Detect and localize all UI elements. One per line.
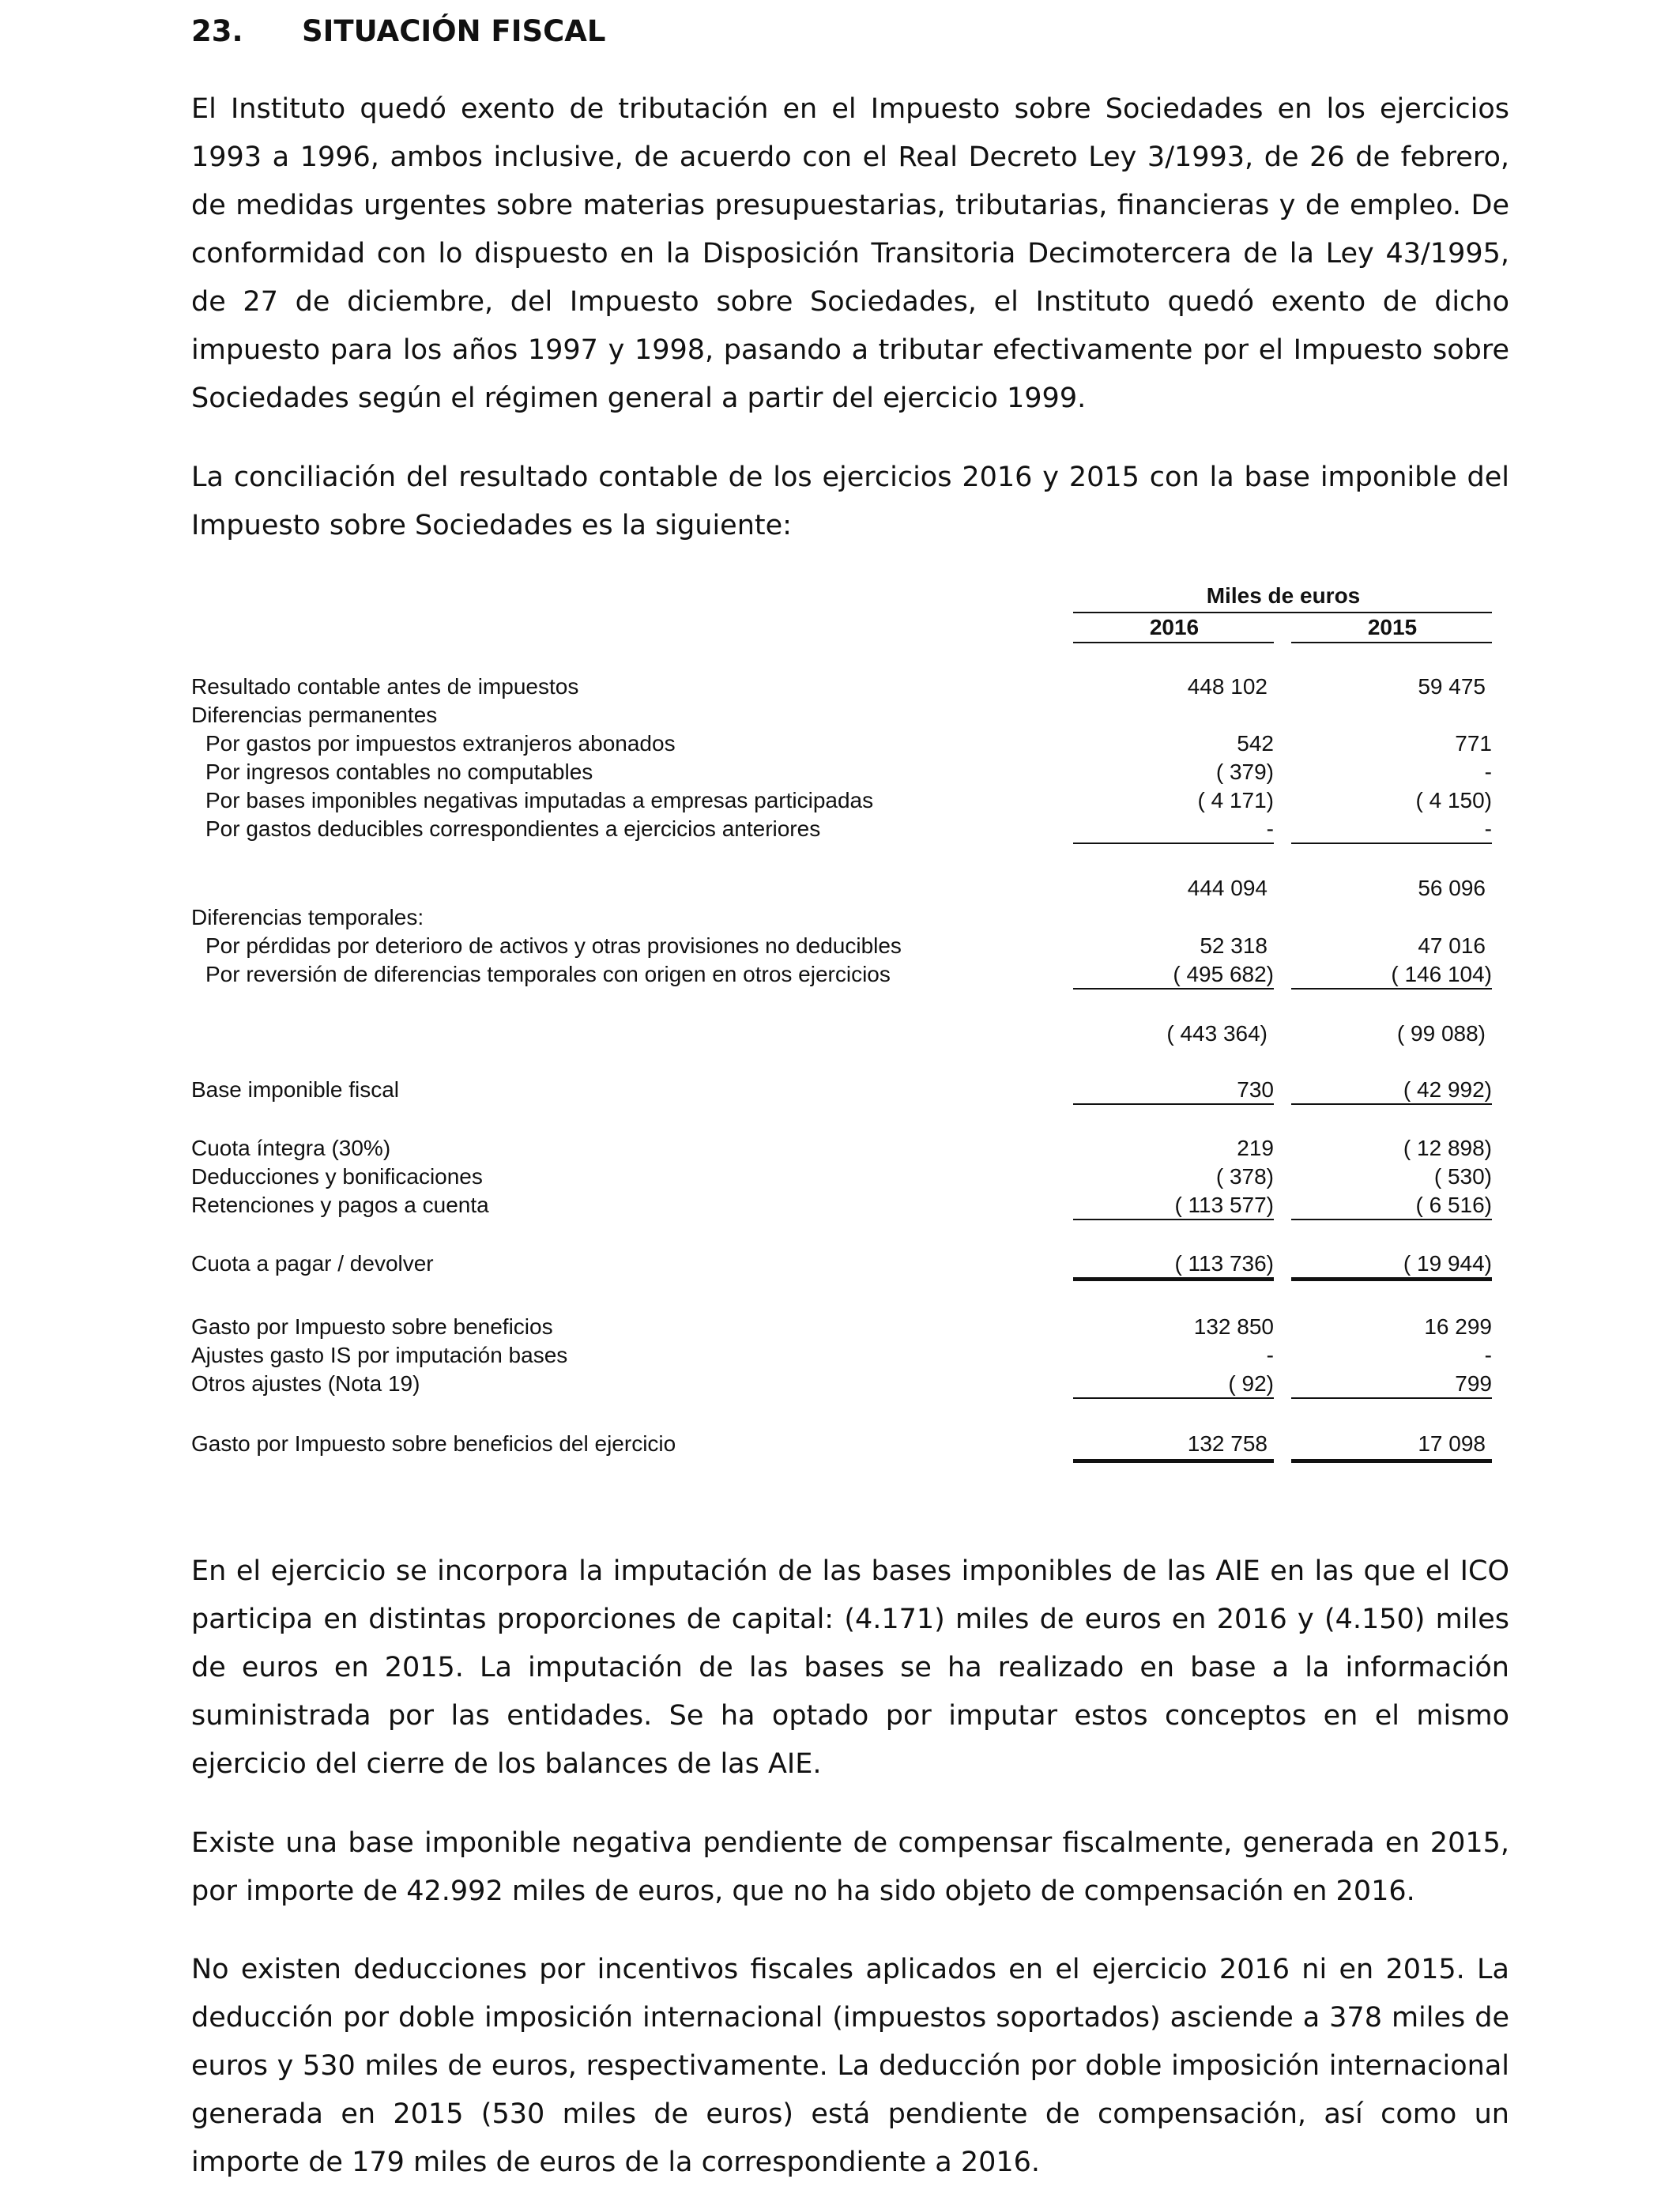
subtotal-rule-2015 [1291, 988, 1492, 990]
row-value-2015: 59 475 [1418, 674, 1486, 699]
row-label: Por reversión de diferencias temporales con origen en otros ejercicios [205, 962, 891, 986]
row-value-2016: 132 850 [1193, 1314, 1274, 1339]
column-header-2016: 2016 [1149, 615, 1200, 639]
row-label: Cuota íntegra (30%) [191, 1136, 391, 1160]
unit-header: Miles de euros [1206, 583, 1361, 608]
row-label: Diferencias temporales: [191, 905, 424, 929]
paragraph-aie-imputation: En el ejercicio se incorpora la imputación de las bases imponibles de las AIE en las que el ICO participa en distintas proporciones de capital: (4.171) miles de euros en 2016 y (4.150) miles de euros en 2015. La imputación de las bases se ha realizado en base a la información suministrada por las entidades. Se ha optado por imputar estos conceptos en el mismo ejercicio del cierre de los balances de las AIE. [191, 1555, 1509, 1780]
row-value-2016: - [1266, 816, 1274, 841]
header-rule [1073, 612, 1492, 613]
row-label: Deducciones y bonificaciones [191, 1164, 483, 1189]
base-rule-2016 [1073, 1103, 1274, 1105]
row-value-2016: 448 102 [1187, 674, 1268, 699]
row-value-2015: 799 [1455, 1371, 1492, 1396]
subtotal-rule-2016 [1073, 1219, 1274, 1220]
row-value-2015: ( 530) [1433, 1164, 1492, 1189]
row-value-2016: ( 113 577) [1174, 1193, 1274, 1217]
row-value-2015: ( 19 944) [1403, 1251, 1492, 1276]
row-value-2015: 771 [1455, 731, 1492, 756]
row-value-2015: ( 4 150) [1415, 788, 1492, 812]
row-label: Base imponible fiscal [191, 1077, 400, 1102]
row-value-2015: ( 146 104) [1391, 962, 1492, 986]
subtotal-rule-2016 [1073, 843, 1274, 844]
subtotal-rule-2015 [1291, 843, 1492, 844]
row-value-2016: 219 [1237, 1136, 1274, 1160]
row-value-2015: - [1484, 816, 1492, 841]
section-title: SITUACIÓN FISCAL [302, 14, 606, 48]
column-rule-2016 [1073, 642, 1274, 643]
row-value-2015: - [1484, 760, 1492, 784]
row-label: Resultado contable antes de impuestos [191, 674, 579, 699]
subtotal-rule-2016 [1073, 1397, 1274, 1399]
total-rule-2015 [1291, 1459, 1492, 1463]
row-label: Gasto por Impuesto sobre beneficios [191, 1314, 553, 1339]
row-value-2015: 16 299 [1424, 1314, 1492, 1339]
row-value-2016: 542 [1237, 731, 1274, 756]
row-label: Ajustes gasto IS por imputación bases [191, 1343, 568, 1367]
row-value-2015: ( 12 898) [1403, 1136, 1492, 1160]
subtotal-value-2015: 56 096 [1418, 876, 1486, 900]
row-value-2016: 132 758 [1187, 1431, 1268, 1456]
paragraph-deductions: No existen deducciones por incentivos fiscales aplicados en el ejercicio 2016 ni en 2015. La deducción por doble imposición internacional (impuestos soportados) asciende a 378 miles de euros y 530 miles de euros, respectivamente. La deducción por doble imposición internacional generada en 2015 (530 miles de euros) está pendiente de compensación, así como un importe de 179 miles de euros de la correspondiente a 2016. [191, 1954, 1509, 2178]
total-rule-2016 [1073, 1459, 1274, 1463]
row-label: Por gastos por impuestos extranjeros abonados [205, 731, 676, 756]
row-value-2016: ( 4 171) [1197, 788, 1274, 812]
row-value-2015: 17 098 [1418, 1431, 1486, 1456]
paragraph-exemption: El Instituto quedó exento de tributación en el Impuesto sobre Sociedades en los ejercicios 1993 a 1996, ambos inclusive, de acuerdo con el Real Decreto Ley 3/1993, de 26 de febrero, de medidas urgentes sobre materias presupuestarias, tributarias, financieras y de empleo. De conformidad con lo dispuesto en la Disposición Transitoria Decimotercera de la Ley 43/1995, de 27 de diciembre, del Impuesto sobre Sociedades, el Instituto quedó exento de dicho impuesto para los años 1997 y 1998, pasando a tributar efectivamente por el Impuesto sobre Sociedades según el régimen general a partir del ejercicio 1999. [191, 93, 1509, 414]
row-label: Diferencias permanentes [191, 703, 438, 727]
row-value-2016: ( 113 736) [1174, 1251, 1274, 1276]
subtotal-value-2016: 444 094 [1187, 876, 1268, 900]
row-value-2015: ( 6 516) [1415, 1193, 1492, 1217]
row-value-2015: ( 42 992) [1403, 1077, 1492, 1102]
row-value-2015: 47 016 [1418, 933, 1486, 958]
subtotal-value-2016: ( 443 364) [1166, 1021, 1268, 1046]
row-value-2016: ( 379) [1215, 760, 1274, 784]
row-label: Por ingresos contables no computables [205, 760, 593, 784]
total-rule-2015 [1291, 1277, 1492, 1281]
row-label: Retenciones y pagos a cuenta [191, 1193, 489, 1217]
subtotal-rule-2015 [1291, 1397, 1492, 1399]
subtotal-rule-2015 [1291, 1219, 1492, 1220]
column-header-2015: 2015 [1367, 615, 1418, 639]
base-rule-2015 [1291, 1103, 1492, 1105]
row-value-2015: - [1484, 1343, 1492, 1367]
row-value-2016: 730 [1237, 1077, 1274, 1102]
subtotal-value-2015: ( 99 088) [1396, 1021, 1486, 1046]
subtotal-rule-2016 [1073, 988, 1274, 990]
row-value-2016: - [1266, 1343, 1274, 1367]
section-number: 23. [191, 14, 243, 48]
paragraph-conciliation-intro: La conciliación del resultado contable de los ejercicios 2016 y 2015 con la base imponible del Impuesto sobre Sociedades es la siguiente: [191, 462, 1509, 541]
section-heading [191, 14, 605, 48]
paragraph-negative-base: Existe una base imponible negativa pendiente de compensar fiscalmente, generada en 2015, por importe de 42.992 miles de euros, que no ha sido objeto de compensación en 2016. [191, 1827, 1509, 1907]
row-label: Cuota a pagar / devolver [191, 1251, 434, 1276]
row-value-2016: ( 92) [1228, 1371, 1274, 1396]
row-label: Por gastos deducibles correspondientes a ejercicios anteriores [205, 816, 821, 841]
total-rule-2016 [1073, 1277, 1274, 1281]
row-label: Otros ajustes (Nota 19) [191, 1371, 420, 1396]
row-value-2016: ( 378) [1215, 1164, 1274, 1189]
column-rule-2015 [1291, 642, 1492, 643]
row-value-2016: ( 495 682) [1173, 962, 1274, 986]
row-label: Por pérdidas por deterioro de activos y otras provisiones no deducibles [205, 933, 902, 958]
row-label: Por bases imponibles negativas imputadas a empresas participadas [205, 788, 874, 812]
row-value-2016: 52 318 [1200, 933, 1268, 958]
row-label: Gasto por Impuesto sobre beneficios del ejercicio [191, 1431, 676, 1456]
